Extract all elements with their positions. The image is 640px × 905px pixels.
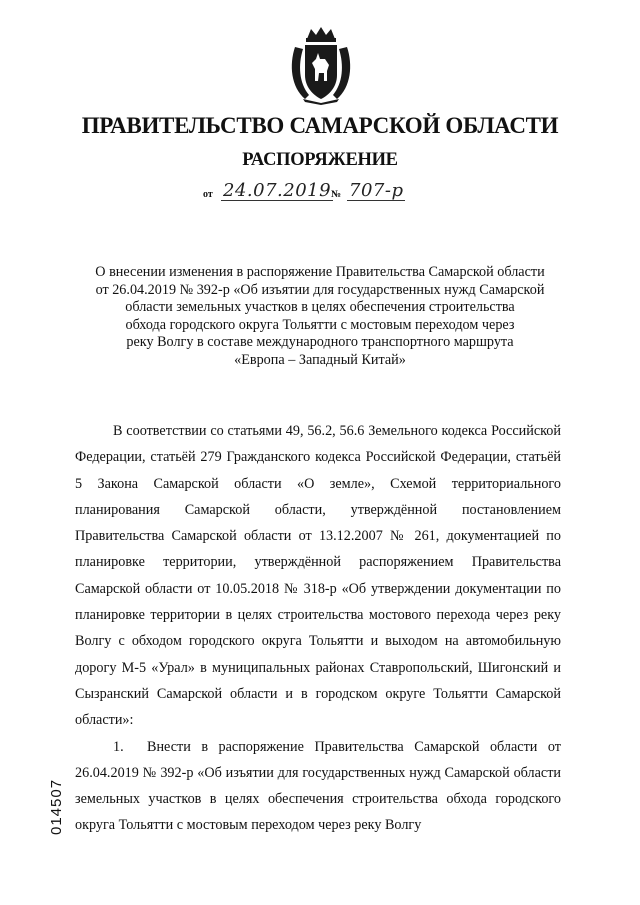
- item-number: 1.: [113, 738, 124, 755]
- item-text: Внести в распоряжение Правительства Самарской области от 26.04.2019 № 392-р «Об изъятии для государственных нужд Самарской области земельных участков в целях обеспечения строительства обхода городского округа Тольятти с мостовым переходом через реку Волгу: [75, 738, 561, 834]
- list-item: [75, 734, 561, 839]
- document-subject: О внесении изменения в распоряжение Правительства Самарской области от 26.04.2019 № 392-р «Об изъятии для государственных нужд Самарской области земельных участков в целях обеспечения строительства обхода городского округа Тольятти с мостовым переходом через реку Волгу в составе международного транспортного маршрута «Европа – Западный Китай»: [95, 264, 545, 368]
- side-stamp-number: 014507: [48, 778, 65, 835]
- date-number-line: [203, 176, 443, 206]
- samara-coat-of-arms-icon: [285, 25, 357, 105]
- government-title: ПРАВИТЕЛЬСТВО САМАРСКОЙ ОБЛАСТИ: [81, 113, 559, 138]
- preamble-paragraph: В соответствии со статьями 49, 56.2, 56.6 Земельного кодекса Российской Федерации, статьёй 279 Гражданского кодекса Российской Федерации, статьёй 5 Закона Самарской области «О земле», Схемой территориального планирования Самарской области, утверждённой постановлением Правительства Самарской области от 13.12.2007 № 261, документацией по планировке территории, утверждённой распоряжением Правительства Самарской области от 10.05.2018 № 318-р «Об утверждении документации по планировке территории в целях строительства мостового перехода через реку Волгу с обходом городского округа Тольятти и выходом на автомобильную дорогу М-5 «Урал» в муниципальных районах Ставропольский, Шигонский и Сызранский Самарской области и в городском округе Тольятти Самарской области»:: [75, 423, 561, 729]
- number-prefix: №: [331, 189, 342, 200]
- handwritten-date: 24.07.2019: [223, 180, 332, 201]
- date-prefix: от: [203, 189, 213, 200]
- handwritten-number: 707-р: [349, 180, 404, 201]
- document-body: [75, 418, 561, 839]
- document-type: РАСПОРЯЖЕНИЕ: [242, 150, 398, 170]
